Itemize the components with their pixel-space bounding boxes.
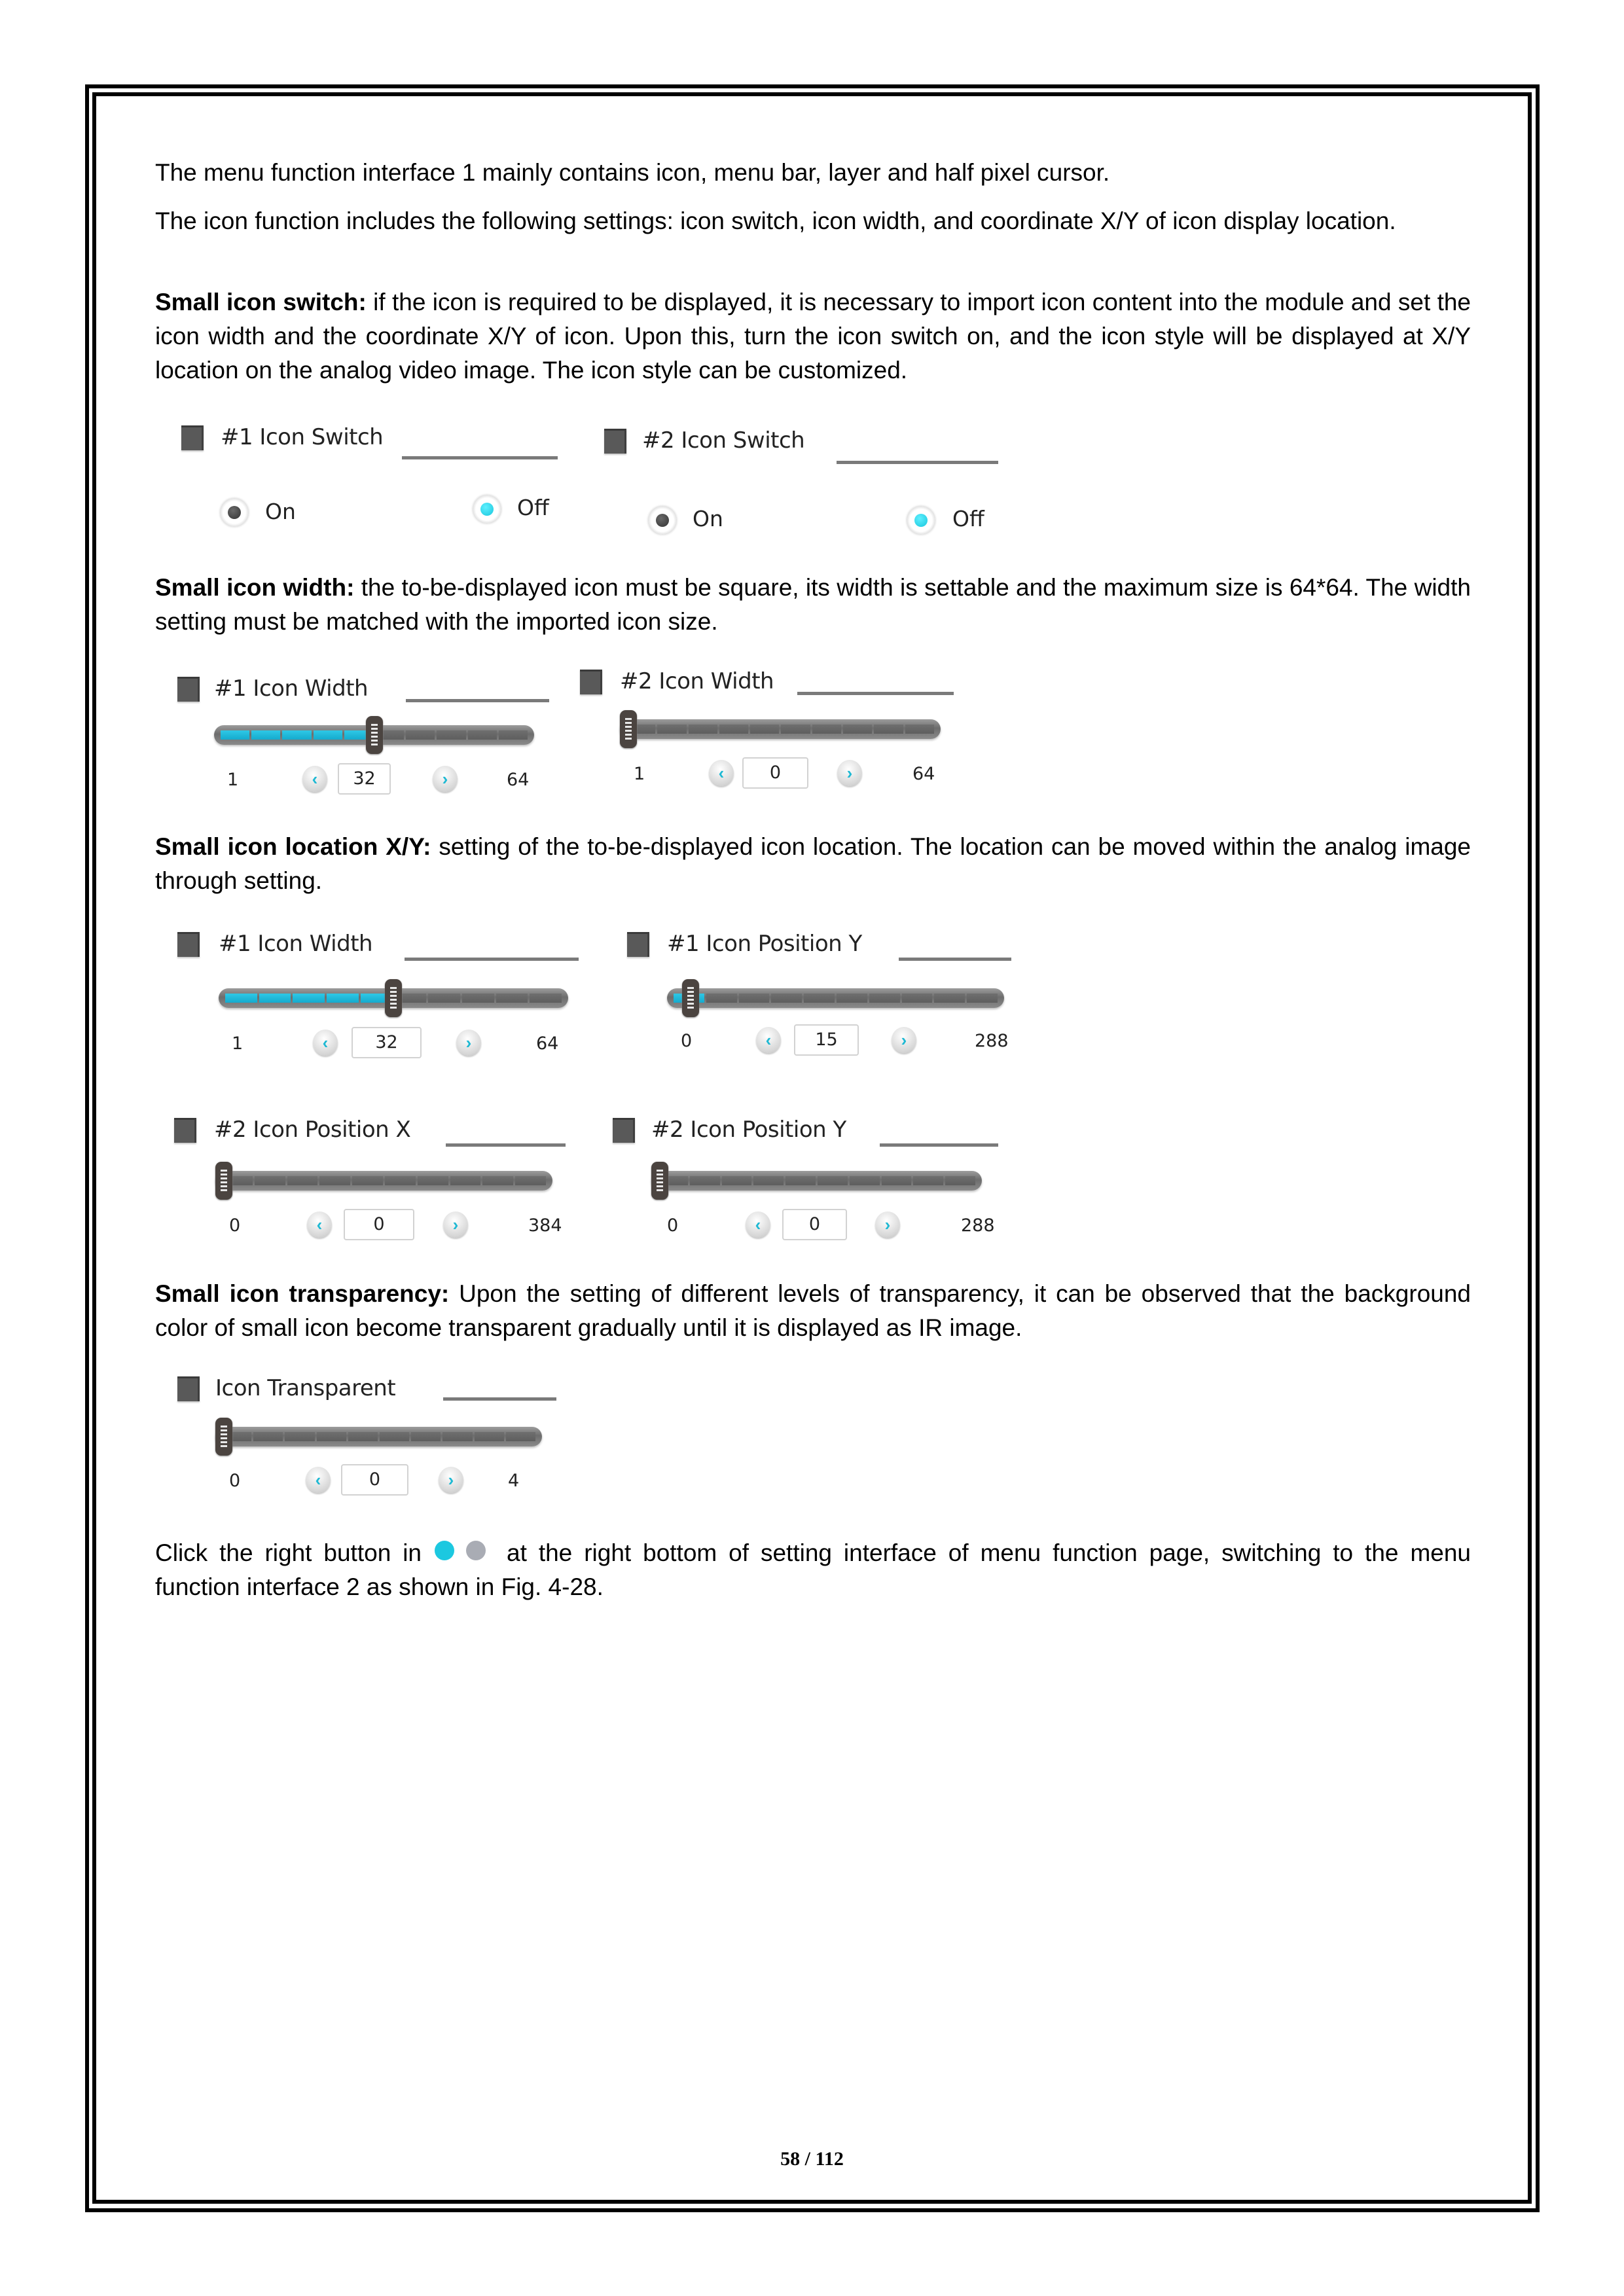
location-icon1-width-decrement-button[interactable] (313, 1030, 338, 1056)
icon2-position-y-value-input[interactable]: 0 (782, 1209, 847, 1240)
slider-segment (348, 1432, 378, 1441)
icon2-width-underline (797, 692, 954, 695)
icon1-width-decrement-button[interactable] (302, 766, 327, 792)
icon2-width-slider[interactable] (620, 719, 941, 739)
icon2-position-x-increment-button[interactable] (443, 1211, 468, 1238)
chevron-left-icon: ‹ (755, 1215, 761, 1234)
slider-segment (259, 994, 291, 1003)
icon1-width-underline (406, 699, 549, 702)
slider-track (658, 1176, 975, 1185)
location-text: setting of the to-be-displayed icon location. The location can be moved within the analog image through setting. (155, 833, 1471, 894)
icon2-width-decrement-button[interactable] (709, 760, 734, 786)
slider-segment (255, 1176, 285, 1185)
slider-segment (406, 730, 435, 740)
page-border-inner (92, 92, 1532, 2204)
switch2-on-label: On (693, 506, 723, 531)
icon-transparent-decrement-button[interactable] (306, 1467, 331, 1493)
icon2-position-y-decrement-button[interactable] (746, 1211, 770, 1238)
slider-segment (781, 725, 810, 734)
slider-segment (293, 994, 325, 1003)
icon2-position-y-header-square-icon (613, 1118, 635, 1143)
location-icon1-width-value-input[interactable]: 32 (352, 1027, 422, 1058)
icon1-width-slider[interactable] (214, 725, 534, 745)
slider-segment (785, 1176, 816, 1185)
transparency-paragraph (155, 1277, 1471, 1345)
slider-segment (380, 1432, 409, 1441)
chevron-left-icon: ‹ (316, 1215, 323, 1234)
click-text-after: at the right bottom of setting interface of menu function page, switching to the menu function interface 2 as shown in Fig. 4-28. (155, 1539, 1471, 1600)
width-text: the to-be-displayed icon must be square, its width is settable and the maximum size is 64*64. The width setting must be matched with the imported icon size. (155, 574, 1471, 635)
chevron-right-icon: › (448, 1470, 454, 1490)
slider-segment (837, 994, 867, 1003)
switch2-label: #2 Icon Switch (642, 427, 805, 454)
slider-segment (285, 1432, 314, 1441)
icon2-position-y-label: #2 Icon Position Y (651, 1117, 846, 1143)
chevron-right-icon: › (846, 763, 853, 783)
slider-segment (818, 1176, 848, 1185)
slider-track (222, 1432, 535, 1441)
switch1-on-radio[interactable] (220, 498, 249, 527)
switch2-header-square-icon (604, 429, 626, 454)
location-icon1-width-underline (405, 958, 579, 961)
slider-handle[interactable] (366, 716, 383, 754)
width-term: Small icon width: (155, 574, 355, 601)
slider-segment (843, 725, 872, 734)
slider-handle[interactable] (620, 710, 637, 748)
icon2-position-x-value-input[interactable]: 0 (344, 1209, 414, 1240)
icon1-width-value-input[interactable]: 32 (338, 763, 391, 795)
chevron-right-icon: › (452, 1215, 459, 1234)
icon-transparent-slider[interactable] (215, 1427, 542, 1446)
icon1-width-max-label: 64 (507, 770, 530, 790)
slider-segment (967, 994, 998, 1003)
slider-segment (804, 994, 835, 1003)
chevron-left-icon: ‹ (765, 1030, 772, 1050)
slider-segment (530, 994, 562, 1003)
switch1-on-label: On (265, 499, 296, 524)
icon-transparent-min-label: 0 (229, 1471, 241, 1491)
icon-function-paragraph: The icon function includes the following settings: icon switch, icon width, and coordinate X/Y of icon display location. (155, 207, 1396, 234)
chevron-right-icon: › (884, 1215, 891, 1234)
icon2-position-y-min-label: 0 (667, 1215, 679, 1236)
icon1-position-y-header-square-icon (627, 932, 649, 957)
icon-transparent-max-label: 4 (508, 1471, 520, 1491)
icon2-width-max-label: 64 (912, 764, 935, 784)
icon2-position-x-decrement-button[interactable] (307, 1211, 332, 1238)
chevron-left-icon: ‹ (312, 769, 318, 789)
chevron-right-icon: › (901, 1030, 907, 1050)
icon1-position-y-value-input[interactable]: 15 (794, 1024, 859, 1056)
radio-dot-icon (480, 503, 494, 516)
slider-segment (385, 1176, 416, 1185)
slider-segment (437, 730, 465, 740)
page-number: 58 / 112 (780, 2148, 844, 2170)
switch-text: if the icon is required to be displayed, it is necessary to import icon content into the module and set the icon width and the coordinate X/Y of icon. Upon this, turn the icon switch on, and the icon style will be displayed at X/Y location on the analog video image. The icon style can be customized. (155, 289, 1471, 384)
slider-segment (690, 1176, 720, 1185)
click-text-before: Click the right button in (155, 1539, 422, 1566)
slider-segment (722, 1176, 752, 1185)
switch1-label: #1 Icon Switch (221, 424, 384, 450)
chevron-left-icon: ‹ (718, 763, 725, 783)
icon2-position-y-max-label: 288 (961, 1215, 995, 1236)
chevron-right-icon: › (465, 1033, 472, 1052)
slider-segment (902, 994, 933, 1003)
icon-transparent-header-square-icon (177, 1376, 200, 1401)
slider-segment (496, 994, 528, 1003)
switch2-underline (837, 461, 998, 464)
icon2-width-min-label: 1 (634, 764, 645, 784)
icon1-position-y-label: #1 Icon Position Y (667, 931, 862, 957)
slider-segment (657, 725, 686, 734)
chevron-right-icon: › (442, 769, 448, 789)
slider-handle[interactable] (215, 1418, 232, 1456)
icon-transparent-value-input[interactable]: 0 (341, 1464, 408, 1496)
slider-segment (506, 1432, 535, 1441)
slider-segment (739, 994, 770, 1003)
icon1-position-y-max-label: 288 (975, 1031, 1009, 1051)
icon2-width-label: #2 Icon Width (620, 668, 774, 694)
icon1-width-header-square-icon (177, 677, 200, 702)
slider-segment (499, 730, 528, 740)
location-icon1-width-label: #1 Icon Width (219, 931, 373, 957)
icon1-position-y-increment-button[interactable] (892, 1027, 916, 1053)
location-icon1-width-header-square-icon (177, 932, 200, 957)
slider-segment (706, 994, 737, 1003)
icon1-position-y-min-label: 0 (681, 1031, 693, 1051)
slider-segment (225, 994, 257, 1003)
slider-segment (418, 1176, 448, 1185)
slider-handle[interactable] (215, 1162, 232, 1200)
slider-segment (905, 725, 934, 734)
slider-segment (221, 730, 249, 740)
location-icon1-width-max-label: 64 (536, 1033, 559, 1054)
slider-segment (411, 1432, 441, 1441)
location-paragraph (155, 830, 1471, 898)
slider-segment (468, 730, 497, 740)
slider-segment (352, 1176, 383, 1185)
transparency-term: Small icon transparency: (155, 1280, 450, 1307)
slider-segment (428, 994, 460, 1003)
icon1-position-y-slider[interactable] (667, 988, 1004, 1008)
slider-segment (750, 725, 779, 734)
slider-segment (515, 1176, 546, 1185)
slider-handle[interactable] (385, 979, 402, 1017)
slider-segment (253, 1432, 283, 1441)
icon2-position-x-header-square-icon (174, 1118, 196, 1143)
icon1-width-min-label: 1 (227, 770, 239, 790)
icon1-position-y-decrement-button[interactable] (756, 1027, 781, 1053)
switch1-off-label: Off (517, 495, 549, 520)
slider-handle[interactable] (651, 1162, 668, 1200)
icon2-width-header-square-icon (580, 670, 602, 694)
switch2-off-radio[interactable] (907, 506, 935, 535)
slider-segment (282, 730, 311, 740)
icon2-position-x-max-label: 384 (528, 1215, 562, 1236)
chevron-left-icon: ‹ (322, 1033, 329, 1052)
slider-segment (869, 994, 900, 1003)
chevron-left-icon: ‹ (315, 1470, 321, 1490)
switch2-on-radio[interactable] (648, 506, 677, 535)
icon-transparent-label: Icon Transparent (215, 1375, 396, 1401)
slider-segment (913, 1176, 943, 1185)
slider-segment (442, 1432, 472, 1441)
location-term: Small icon location X/Y: (155, 833, 431, 860)
slider-track (626, 725, 934, 734)
width-paragraph (155, 571, 1471, 639)
slider-segment (689, 725, 717, 734)
slider-segment (771, 994, 802, 1003)
icon2-width-value-input[interactable]: 0 (742, 757, 808, 789)
location-icon1-width-slider[interactable] (219, 988, 568, 1008)
slider-track (674, 994, 998, 1003)
icon2-position-y-underline (880, 1143, 998, 1147)
switch1-off-radio[interactable] (473, 495, 501, 524)
location-icon1-width-increment-button[interactable] (456, 1030, 481, 1056)
slider-handle[interactable] (682, 979, 699, 1017)
slider-segment (934, 994, 965, 1003)
icon-transparent-increment-button[interactable] (439, 1467, 463, 1493)
icon-transparent-underline (443, 1397, 556, 1401)
pager-dot-active-icon (435, 1541, 454, 1560)
slider-segment (719, 725, 748, 734)
slider-segment (482, 1176, 513, 1185)
slider-segment (812, 725, 841, 734)
location-icon1-width-min-label: 1 (232, 1033, 244, 1054)
icon2-position-x-min-label: 0 (229, 1215, 241, 1236)
slider-segment (317, 1432, 346, 1441)
slider-segment (287, 1176, 318, 1185)
switch2-off-label: Off (952, 506, 984, 531)
icon2-position-x-underline (446, 1143, 566, 1147)
slider-segment (450, 1176, 481, 1185)
slider-segment (850, 1176, 880, 1185)
slider-segment (874, 725, 903, 734)
slider-segment (319, 1176, 350, 1185)
slider-track (222, 1176, 546, 1185)
slider-segment (945, 1176, 975, 1185)
pager-dots-icon (422, 1545, 507, 1564)
slider-segment (753, 1176, 784, 1185)
icon1-width-increment-button[interactable] (433, 766, 458, 792)
radio-dot-icon (228, 506, 241, 519)
icon2-position-x-label: #2 Icon Position X (214, 1117, 411, 1143)
radio-dot-icon (656, 514, 669, 527)
icon2-position-x-slider[interactable] (215, 1171, 552, 1191)
switch1-underline (402, 456, 558, 459)
click-paragraph (155, 1536, 1471, 1604)
switch-paragraph (155, 285, 1471, 387)
icon1-position-y-underline (899, 958, 1011, 961)
slider-segment (475, 1432, 504, 1441)
slider-segment (882, 1176, 912, 1185)
icon2-width-increment-button[interactable] (837, 760, 862, 786)
switch-term: Small icon switch: (155, 289, 367, 315)
transparency-text: Upon the setting of different levels of transparency, it can be observed that the background color of small icon become transparent gradually until it is displayed as IR image. (155, 1280, 1471, 1341)
slider-segment (462, 994, 494, 1003)
slider-segment (314, 730, 342, 740)
slider-segment (251, 730, 280, 740)
icon2-position-y-slider[interactable] (651, 1171, 982, 1191)
intro-paragraph: The menu function interface 1 mainly contains icon, menu bar, layer and half pixel cursor. (155, 159, 1110, 186)
slider-segment (327, 994, 359, 1003)
icon1-width-label: #1 Icon Width (214, 675, 369, 702)
icon2-position-y-increment-button[interactable] (875, 1211, 900, 1238)
switch1-header-square-icon (181, 425, 204, 450)
radio-dot-icon (914, 514, 928, 527)
pager-dot-inactive-icon (466, 1541, 486, 1560)
